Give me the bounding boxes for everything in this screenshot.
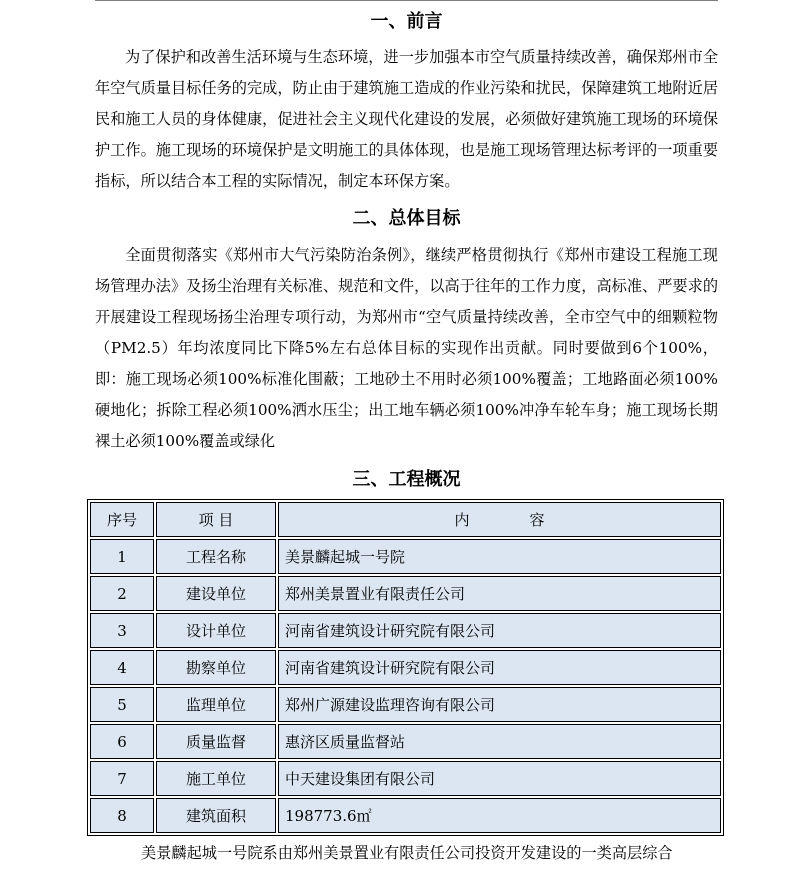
paragraph-preface-text: 为了保护和改善生活环境与生态环境，进一步加强本市空气质量持续改善，确保郑州市全年空气质量目标任务的完成，防止由于建筑施工造成的作业污染和扰民，保障建筑工地附近居民和施工人员的身体健康，促进社会主义现代化建设的发展，必须做好建筑施工现场的环境保护工作。施工现场的环境保护是文明施工的具体体现，也是施工现场管理达标考评的一项重要指标，所以结合本工程的实际情况，制定本环保方案。 bbox=[95, 48, 718, 190]
row-item: 建筑面积 bbox=[156, 798, 276, 833]
header-content-left: 内 bbox=[454, 511, 470, 529]
row-content: 郑州美景置业有限责任公司 bbox=[278, 576, 721, 611]
row-content: 河南省建筑设计研究院有限公司 bbox=[278, 613, 721, 648]
trailing-paragraph bbox=[95, 841, 735, 865]
heading-project-overview: 三、工程概况 bbox=[352, 469, 461, 490]
table-row bbox=[90, 761, 721, 796]
row-no: 5 bbox=[90, 687, 154, 722]
row-item: 质量监督 bbox=[156, 724, 276, 759]
row-no: 6 bbox=[90, 724, 154, 759]
top-divider bbox=[95, 0, 718, 1]
row-no: 2 bbox=[90, 576, 154, 611]
row-content: 惠济区质量监督站 bbox=[278, 724, 721, 759]
row-item: 勘察单位 bbox=[156, 650, 276, 685]
header-content bbox=[278, 502, 721, 537]
row-item: 建设单位 bbox=[156, 576, 276, 611]
header-content-right: 容 bbox=[529, 511, 545, 529]
row-no: 8 bbox=[90, 798, 154, 833]
header-no: 序号 bbox=[90, 502, 154, 537]
row-content: 郑州广源建设监理咨询有限公司 bbox=[278, 687, 721, 722]
paragraph-overall-goal bbox=[95, 240, 718, 457]
table-row bbox=[90, 724, 721, 759]
table-row bbox=[90, 650, 721, 685]
heading-overall-goal: 二、总体目标 bbox=[352, 208, 461, 229]
row-no: 4 bbox=[90, 650, 154, 685]
heading-preface: 一、前言 bbox=[370, 11, 443, 32]
project-overview-table bbox=[87, 499, 724, 836]
table-row bbox=[90, 613, 721, 648]
row-item: 监理单位 bbox=[156, 687, 276, 722]
table-row bbox=[90, 539, 721, 574]
table-row bbox=[90, 798, 721, 833]
row-content: 河南省建筑设计研究院有限公司 bbox=[278, 650, 721, 685]
row-content: 198773.6㎡ bbox=[278, 798, 721, 833]
table-row bbox=[90, 687, 721, 722]
table-row bbox=[90, 576, 721, 611]
row-item: 工程名称 bbox=[156, 539, 276, 574]
row-content: 中天建设集团有限公司 bbox=[278, 761, 721, 796]
trailing-paragraph-text: 美景麟起城一号院系由郑州美景置业有限责任公司投资开发建设的一类高层综合 bbox=[141, 844, 673, 862]
row-item: 施工单位 bbox=[156, 761, 276, 796]
row-item: 设计单位 bbox=[156, 613, 276, 648]
row-no: 7 bbox=[90, 761, 154, 796]
header-item: 项 目 bbox=[156, 502, 276, 537]
paragraph-preface bbox=[95, 42, 718, 197]
paragraph-overall-goal-text: 全面贯彻落实《郑州市大气污染防治条例》，继续严格贯彻执行《郑州市建设工程施工现场管理办法》及扬尘治理有关标准、规范和文件，以高于往年的工作力度，高标准、严要求的开展建设工程现场扬尘治理专项行动，为郑州市“空气质量持续改善，全市空气中的细颗粒物（PM2.5）年均浓度同比下降5%左右总体目标的实现作出贡献。同时要做到6个100%，即：施工现场必须100%标准化围蔽；工地砂土不用时必须100%覆盖；工地路面必须100%硬地化；拆除工程必须100%洒水压尘；出工地车辆必须100%冲净车轮车身；施工现场长期裸土必须100%覆盖或绿化 bbox=[95, 246, 718, 450]
row-no: 1 bbox=[90, 539, 154, 574]
table-header-row bbox=[90, 502, 721, 537]
row-no: 3 bbox=[90, 613, 154, 648]
row-content: 美景麟起城一号院 bbox=[278, 539, 721, 574]
